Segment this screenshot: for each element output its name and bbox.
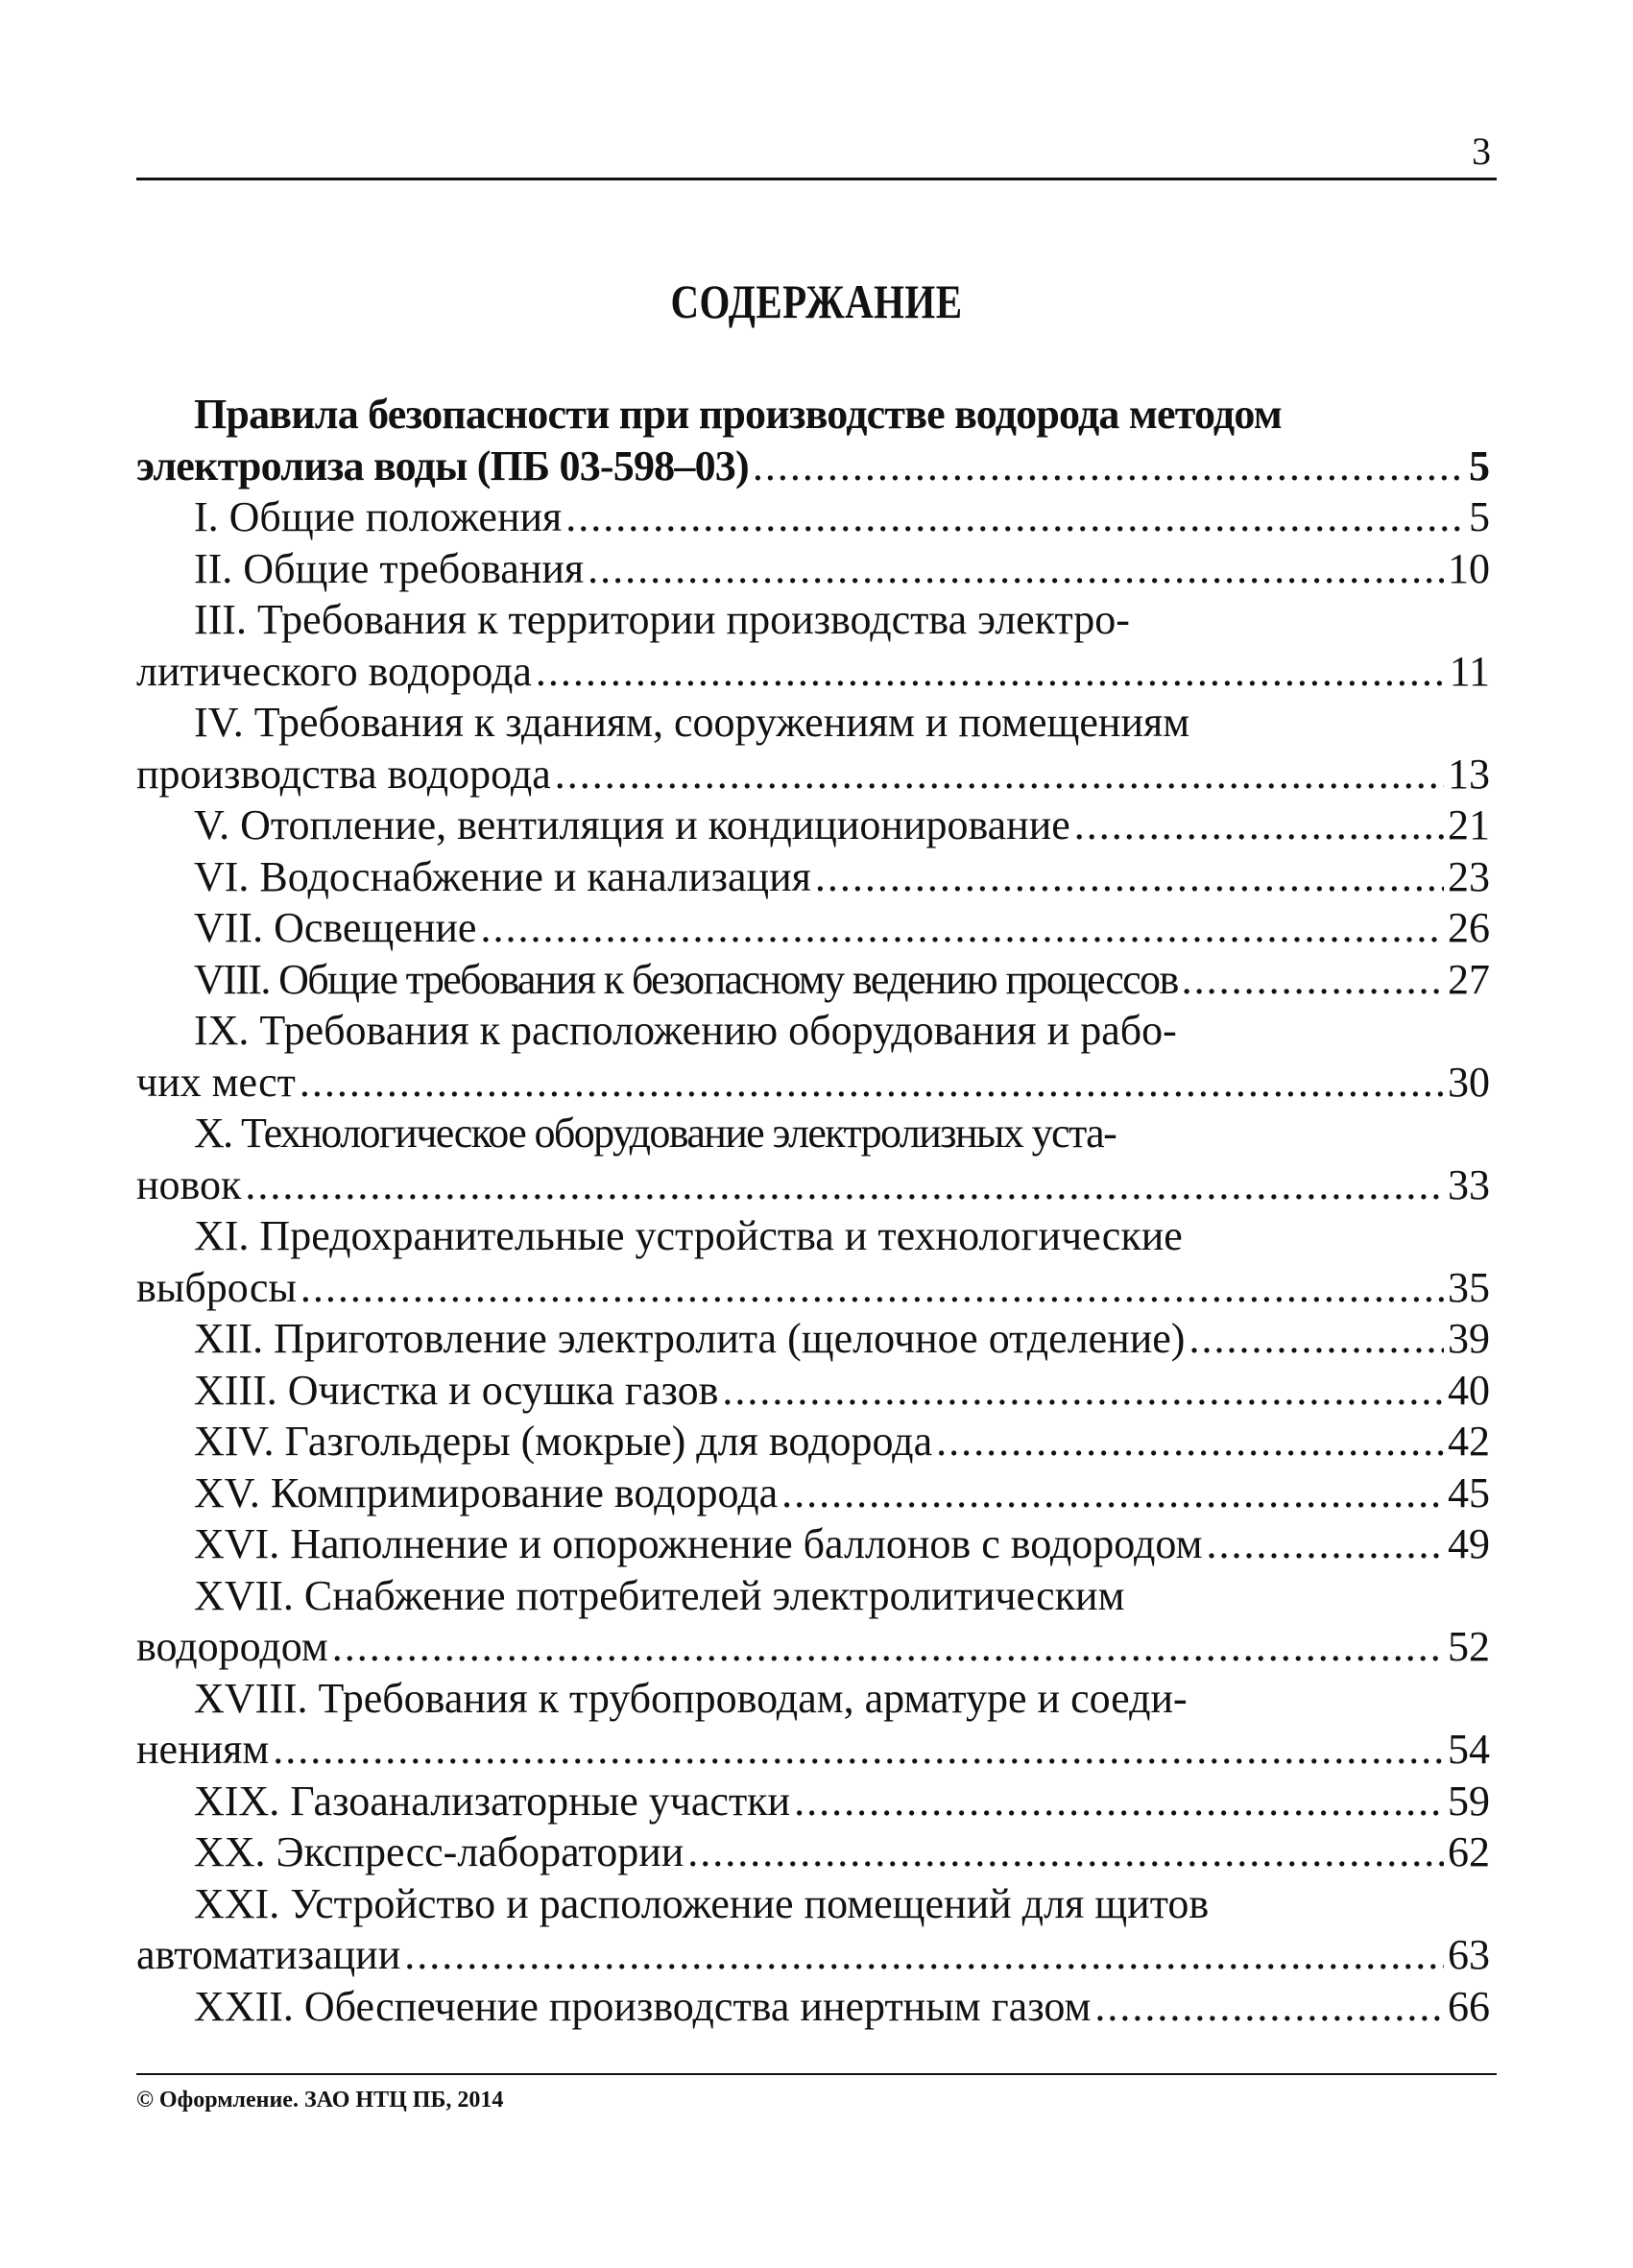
- toc-entry-title-line1: XI. Предохранительные устройства и технологические: [194, 1212, 1183, 1259]
- toc-entry[interactable]: [136, 1776, 1490, 1827]
- toc-entry[interactable]: [136, 1878, 1490, 1981]
- toc-entry-title: VI. Водоснабжение и канализация: [194, 852, 811, 900]
- toc-entry-title-line1: XVIII. Требования к трубопроводам, арматуре и соеди-: [194, 1674, 1188, 1722]
- toc-leader-dots: [332, 1621, 1444, 1673]
- toc-entry-page: 5: [1469, 442, 1490, 489]
- toc-leader-dots: [1189, 1313, 1444, 1365]
- toc-entry[interactable]: [136, 800, 1490, 851]
- toc-entry-title-line2: электролиза воды (ПБ 03-598–03): [136, 442, 749, 489]
- toc-entry[interactable]: [136, 1005, 1490, 1108]
- toc-entry[interactable]: [136, 1313, 1490, 1365]
- toc-entry-title-line2: водородом: [136, 1623, 328, 1670]
- toc-entry-title-line1: IX. Требования к расположению оборудования и рабо-: [194, 1007, 1177, 1054]
- toc-entry-page: 10: [1448, 544, 1490, 592]
- toc-entry-page: 30: [1448, 1058, 1490, 1106]
- toc-entry-title: V. Отопление, вентиляция и кондиционирование: [194, 801, 1070, 848]
- toc-entry-page: 33: [1448, 1160, 1490, 1208]
- toc-leader-dots: [565, 491, 1465, 543]
- toc-entry-title-line1: III. Требования к территории производства электро-: [194, 596, 1130, 643]
- toc-leader-dots: [300, 1057, 1444, 1109]
- toc-entry-title: VIII. Общие требования к безопасному ведению процессов: [194, 955, 1178, 1003]
- toc-leader-dots: [936, 1416, 1444, 1468]
- toc-entry[interactable]: [136, 1210, 1490, 1313]
- toc-leader-dots: [404, 1929, 1444, 1981]
- toc-entry-page: 11: [1449, 647, 1490, 695]
- toc-entry-page: 52: [1448, 1623, 1490, 1670]
- footer-rule: [136, 2073, 1497, 2075]
- copyright-footer: © Оформление. ЗАО НТЦ ПБ, 2014: [136, 2088, 504, 2113]
- toc-entry-page: 54: [1448, 1726, 1490, 1773]
- toc-entry-title-line2: выбросы: [136, 1263, 297, 1311]
- toc-entry-title-line1: Правила безопасности при производстве водорода методом: [194, 391, 1282, 438]
- toc-leader-dots: [815, 851, 1444, 903]
- table-of-contents: [136, 389, 1490, 2032]
- toc-leader-dots: [794, 1776, 1444, 1827]
- toc-entry-page: 39: [1448, 1315, 1490, 1362]
- toc-entry[interactable]: [136, 1826, 1490, 1878]
- toc-entry-title-line1: IV. Требования к зданиям, сооружениям и помещениям: [194, 699, 1190, 746]
- toc-entry[interactable]: [136, 594, 1490, 697]
- toc-leader-dots: [245, 1159, 1444, 1211]
- toc-entry-title: XIV. Газгольдеры (мокрые) для водорода: [194, 1418, 933, 1465]
- toc-entry-page: 42: [1448, 1418, 1490, 1465]
- toc-entry-title: XIX. Газоанализаторные участки: [194, 1777, 791, 1825]
- toc-entry[interactable]: [136, 1468, 1490, 1519]
- toc-entry-title-line1: XXI. Устройство и расположение помещений для щитов: [194, 1879, 1210, 1927]
- toc-leader-dots: [753, 441, 1465, 492]
- toc-entry-title-line1: X. Технологическое оборудование электролизных уста-: [194, 1110, 1117, 1157]
- toc-entry-page: 49: [1448, 1520, 1490, 1567]
- toc-leader-dots: [781, 1468, 1444, 1519]
- toc-leader-dots: [1074, 800, 1444, 851]
- toc-entry-page: 63: [1448, 1931, 1490, 1978]
- toc-entry[interactable]: [136, 543, 1490, 595]
- toc-entry-page: 21: [1448, 801, 1490, 848]
- toc-leader-dots: [1094, 1981, 1444, 2033]
- toc-entry[interactable]: [136, 1518, 1490, 1570]
- toc-entry-title: XVI. Наполнение и опорожнение баллонов с водородом: [194, 1520, 1203, 1567]
- toc-entry[interactable]: [136, 1416, 1490, 1468]
- toc-entry-title: VII. Освещение: [194, 904, 477, 951]
- toc-entry[interactable]: [136, 1108, 1490, 1210]
- toc-entry[interactable]: [136, 902, 1490, 954]
- toc-entry-main[interactable]: [136, 389, 1490, 491]
- toc-entry[interactable]: [136, 1365, 1490, 1417]
- toc-entry[interactable]: [136, 1981, 1490, 2033]
- toc-entry-page: 59: [1448, 1777, 1490, 1825]
- toc-entry-page: 5: [1469, 493, 1490, 540]
- toc-entry-page: 26: [1448, 904, 1490, 951]
- toc-entry-page: 66: [1448, 1982, 1490, 2030]
- toc-entry[interactable]: [136, 491, 1490, 543]
- toc-entry-title: XIII. Очистка и осушка газов: [194, 1366, 719, 1414]
- toc-entry-title-line1: XVII. Снабжение потребителей электролитическим: [194, 1571, 1125, 1619]
- toc-entry[interactable]: [136, 1570, 1490, 1673]
- toc-entry-title-line2: новок: [136, 1160, 242, 1208]
- toc-entry-title-line2: нениям: [136, 1726, 270, 1773]
- toc-entry-page: 27: [1448, 955, 1490, 1003]
- toc-leader-dots: [687, 1826, 1444, 1878]
- toc-entry-title: XV. Компримирование водорода: [194, 1468, 779, 1516]
- toc-leader-dots: [300, 1262, 1444, 1314]
- toc-entry[interactable]: [136, 851, 1490, 903]
- toc-entry-title-line2: производства водорода: [136, 750, 551, 798]
- toc-entry-title: XII. Приготовление электролита (щелочное отделение): [194, 1315, 1186, 1362]
- toc-entry-page: 13: [1448, 750, 1490, 798]
- toc-entry-page: 45: [1448, 1468, 1490, 1516]
- header-rule: [136, 178, 1497, 180]
- toc-entry-title-line2: литического водорода: [136, 647, 532, 695]
- toc-leader-dots: [1206, 1518, 1444, 1570]
- toc-entry-page: 40: [1448, 1366, 1490, 1414]
- toc-entry-title: I. Общие положения: [194, 493, 563, 540]
- toc-entry-page: 62: [1448, 1828, 1490, 1875]
- toc-leader-dots: [722, 1365, 1444, 1417]
- toc-entry-title: XXII. Обеспечение производства инертным газом: [194, 1982, 1092, 2030]
- toc-leader-dots: [588, 543, 1444, 595]
- toc-entry-title-line2: чих мест: [136, 1058, 296, 1106]
- toc-entry-page: 23: [1448, 852, 1490, 900]
- toc-entry-title: XX. Экспресс-лаборатории: [194, 1828, 684, 1875]
- toc-entry-page: 35: [1448, 1263, 1490, 1311]
- toc-entry[interactable]: [136, 1673, 1490, 1776]
- toc-leader-dots: [273, 1724, 1444, 1776]
- toc-leader-dots: [555, 749, 1444, 800]
- page-title: СОДЕРЖАНИЕ: [670, 275, 963, 328]
- toc-entry[interactable]: [136, 697, 1490, 800]
- page-number: 3: [1472, 130, 1491, 173]
- toc-leader-dots: [480, 902, 1444, 954]
- toc-leader-dots: [1182, 954, 1444, 1006]
- toc-entry[interactable]: [136, 954, 1490, 1006]
- toc-entry-title-line2: автоматизации: [136, 1931, 401, 1978]
- toc-entry-title: II. Общие требования: [194, 544, 585, 592]
- toc-leader-dots: [536, 646, 1446, 698]
